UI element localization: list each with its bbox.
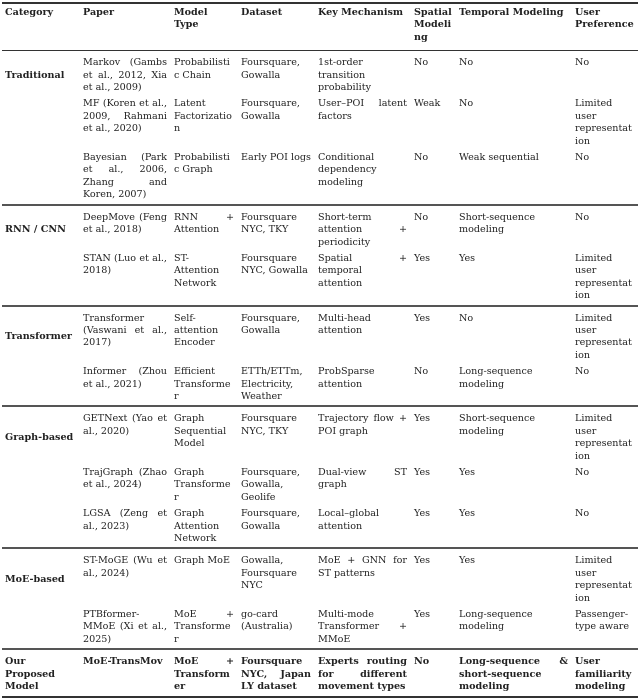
key-mechanism-cell: Local–global attention <box>318 508 380 532</box>
header-spatial: Spatial Modeling <box>414 7 452 43</box>
paper-cell: TrajGraph (Zhao et al., 2024) <box>83 467 167 491</box>
header-key-mechanism: Key Mechanism <box>318 7 404 18</box>
header-paper: Paper <box>83 7 115 18</box>
model-type-cell: RNN + Attention <box>174 211 234 236</box>
model-type-cell: Self-attention Encoder <box>174 312 219 349</box>
model-type-cell: Latent Factorization <box>174 98 232 135</box>
key-mechanism-cell: 1st-order transition probability <box>318 57 371 94</box>
temporal-modeling-cell: Short-sequence modeling <box>459 211 536 236</box>
category-cell: Graph-based <box>5 431 74 443</box>
key-mechanism-cell: Multi-head attention <box>318 312 371 336</box>
comparison-table <box>2 2 638 698</box>
model-type-cell: MoE + Transformer <box>174 609 234 645</box>
spatial-modeling-cell: Yes <box>414 413 431 425</box>
spatial-modeling-cell: Yes <box>414 312 431 324</box>
table-row <box>2 364 638 406</box>
header-model-type: Model Type <box>174 7 208 31</box>
dataset-cell: Gowalla, Foursquare NYC <box>241 555 297 592</box>
key-mechanism-cell: Conditional dependency modeling <box>318 152 377 188</box>
paper-cell: MF (Koren et al., 2009, Rahmani et al., 2020) <box>83 98 167 135</box>
temporal-modeling-cell: Long-sequence modeling <box>459 609 533 633</box>
model-type-cell: MoE + Transformer <box>174 656 234 693</box>
user-preference-cell: Limited user representation <box>575 98 632 147</box>
table-row <box>2 548 638 607</box>
dataset-cell: Foursquare, Gowalla <box>241 57 300 81</box>
user-preference-cell: Limited user representation <box>575 555 632 604</box>
table-row <box>2 506 638 548</box>
dataset-cell: Foursquare NYC, TKY <box>241 211 297 236</box>
model-type-cell: Probabilistic Chain <box>174 57 230 81</box>
header-category: Category <box>5 7 54 18</box>
category-cell <box>2 506 80 548</box>
header-dataset: Dataset <box>241 7 283 18</box>
table-row <box>2 465 638 506</box>
dataset-cell: ETTh/ETTm, Electricity, Weather <box>241 366 303 402</box>
temporal-modeling-cell: Weak sequential <box>459 152 539 164</box>
temporal-modeling-cell: Yes <box>459 467 476 478</box>
dataset-cell: Foursquare NYC, Japan LY dataset <box>241 656 311 693</box>
paper-cell: DeepMove (Feng et al., 2018) <box>83 211 167 236</box>
table-row <box>2 205 638 251</box>
key-mechanism-cell: Short-term attention + periodicity <box>318 211 407 248</box>
model-type-cell: Graph Transformer <box>174 467 231 503</box>
dataset-cell: Foursquare, Gowalla <box>241 98 300 122</box>
header-user-preference: User Preference <box>575 7 634 31</box>
dataset-cell: Foursquare NYC, Gowalla <box>241 252 308 277</box>
spatial-modeling-cell: Yes <box>414 467 431 478</box>
category-cell <box>2 96 80 150</box>
category-cell: Transformer <box>5 331 72 343</box>
user-preference-cell: No <box>575 211 590 223</box>
user-preference-cell: No <box>575 152 590 164</box>
table-row <box>2 406 638 465</box>
user-preference-cell: Limited user representation <box>575 413 632 462</box>
table-row <box>2 51 638 97</box>
temporal-modeling-cell: Long-sequence modeling <box>459 366 533 390</box>
user-preference-cell: No <box>575 467 590 478</box>
key-mechanism-cell: User–POI latent factors <box>318 98 407 122</box>
table-row <box>2 649 638 696</box>
table-row <box>2 96 638 150</box>
dataset-cell: Foursquare, Gowalla <box>241 508 300 532</box>
dataset-cell: Foursquare, Gowalla, Geolife <box>241 467 300 503</box>
model-type-cell: Efficient Transformer <box>174 366 231 402</box>
spatial-modeling-cell: No <box>414 211 429 223</box>
header-temporal: Temporal Modeling <box>459 7 564 18</box>
spatial-modeling-cell: Weak <box>414 98 441 110</box>
spatial-modeling-cell: Yes <box>414 555 431 567</box>
table-row <box>2 150 638 205</box>
paper-cell: Bayesian (Park et al., 2006, Zhang and Koren, 2007) <box>83 152 167 201</box>
user-preference-cell: Limited user representation <box>575 252 632 302</box>
dataset-cell: Foursquare NYC, TKY <box>241 413 297 437</box>
category-cell: Our Proposed Model <box>5 656 55 693</box>
temporal-modeling-cell: Yes <box>459 508 476 520</box>
paper-cell: LGSA (Zeng et al., 2023) <box>83 508 167 532</box>
temporal-modeling-cell: Short-sequence modeling <box>459 413 536 437</box>
temporal-modeling-cell: No <box>459 57 474 69</box>
model-type-cell: Probabilistic Graph <box>174 152 230 176</box>
spatial-modeling-cell: Yes <box>414 252 431 264</box>
paper-cell: Transformer (Vaswani et al., 2017) <box>83 312 167 349</box>
paper-cell: STAN (Luo et al., 2018) <box>83 252 167 277</box>
model-type-cell: Graph Sequential Model <box>174 413 227 450</box>
paper-cell: Markov (Gambs et al., 2012, Xia et al., 2009) <box>83 57 167 94</box>
paper-cell: MoE-TransMov <box>83 656 163 668</box>
spatial-modeling-cell: Yes <box>414 508 431 520</box>
category-cell <box>2 251 80 306</box>
category-cell: Traditional <box>5 69 65 81</box>
temporal-modeling-cell: No <box>459 312 474 324</box>
table-row <box>2 607 638 649</box>
user-preference-cell: No <box>575 57 590 69</box>
spatial-modeling-cell: No <box>414 656 430 668</box>
key-mechanism-cell: Dual-view ST graph <box>318 467 407 491</box>
key-mechanism-cell: MoE + GNN for ST patterns <box>318 555 407 579</box>
dataset-cell: go-card (Australia) <box>241 609 293 633</box>
user-preference-cell: User familiarity modeling <box>575 656 632 693</box>
key-mechanism-cell: Experts routing for different movement types <box>318 656 407 693</box>
header-row <box>2 3 638 51</box>
category-cell <box>2 607 80 649</box>
paper-cell: ST-MoGE (Wu et al., 2024) <box>83 555 167 579</box>
temporal-modeling-cell: Yes <box>459 555 476 567</box>
user-preference-cell: Passenger-type aware <box>575 609 630 633</box>
table-row <box>2 306 638 365</box>
dataset-cell: Foursquare, Gowalla <box>241 312 300 336</box>
key-mechanism-cell: Trajectory flow + POI graph <box>318 413 407 437</box>
paper-cell: GETNext (Yao et al., 2020) <box>83 413 167 437</box>
key-mechanism-cell: Multi-mode Transformer + MMoE <box>318 609 407 645</box>
model-type-cell: ST-Attention Network <box>174 252 220 289</box>
paper-cell: PTBformer-MMoE (Xi et al., 2025) <box>83 609 167 645</box>
key-mechanism-cell: ProbSparse attention <box>318 366 375 390</box>
category-cell: RNN / CNN <box>5 224 66 236</box>
key-mechanism-cell: Spatial + temporal attention <box>318 252 407 289</box>
user-preference-cell: Limited user representation <box>575 312 632 361</box>
category-cell <box>2 364 80 406</box>
user-preference-cell: No <box>575 508 590 520</box>
temporal-modeling-cell: Long-sequence & short-sequence modeling <box>459 656 568 693</box>
spatial-modeling-cell: No <box>414 152 429 164</box>
model-type-cell: Graph Attention Network <box>174 508 220 545</box>
spatial-modeling-cell: No <box>414 366 429 378</box>
model-type-cell: Graph MoE <box>174 555 230 567</box>
temporal-modeling-cell: Yes <box>459 252 476 264</box>
table-row <box>2 251 638 306</box>
table-body <box>2 51 638 697</box>
spatial-modeling-cell: No <box>414 57 429 69</box>
dataset-cell: Early POI logs <box>241 152 311 164</box>
paper-cell: Informer (Zhou et al., 2021) <box>83 366 167 390</box>
spatial-modeling-cell: Yes <box>414 609 431 621</box>
category-cell: MoE-based <box>5 574 65 586</box>
user-preference-cell: No <box>575 366 590 378</box>
category-cell <box>2 150 80 205</box>
temporal-modeling-cell: No <box>459 98 474 110</box>
category-cell <box>2 465 80 506</box>
